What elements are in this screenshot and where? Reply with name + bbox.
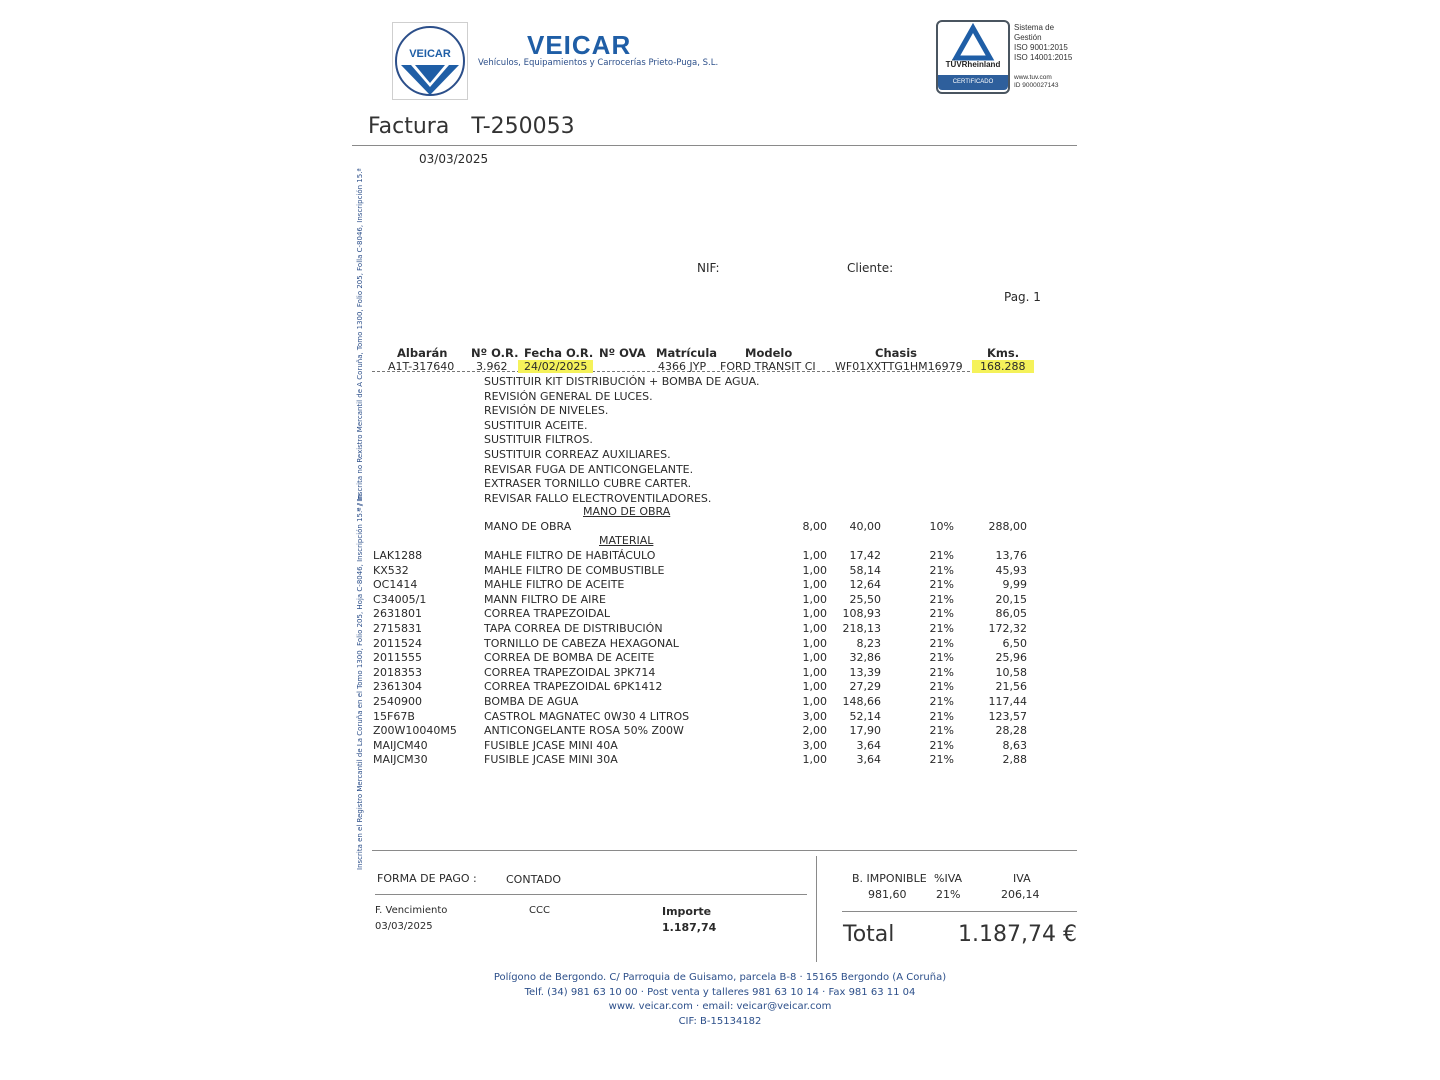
item-price: 17,90 <box>849 724 881 738</box>
invoice-title-label: Factura <box>368 114 450 139</box>
item-description: CORREA TRAPEZOIDAL 6PK1412 <box>484 680 663 694</box>
line-item <box>0 637 1440 652</box>
vat-label: IVA <box>1013 872 1031 885</box>
work-description <box>484 375 759 506</box>
item-description: MANN FILTRO DE AIRE <box>484 592 606 606</box>
col-chassis: Chasis <box>875 346 918 360</box>
item-amount: 172,32 <box>988 622 1027 635</box>
item-amount: 25,96 <box>995 651 1027 665</box>
item-qty: 1,00 <box>802 592 827 606</box>
totals-line <box>842 911 1077 912</box>
line-item <box>0 578 1440 593</box>
tax-base-value: 981,60 <box>868 888 907 901</box>
item-amount: 13,76 <box>995 549 1027 562</box>
cert-line: Sistema de <box>1014 23 1055 32</box>
item-description: MAHLE FILTRO DE HABITÁCULO <box>484 549 656 562</box>
item-qty: 8,00 <box>802 520 827 533</box>
invoice-date: 03/03/2025 <box>419 152 489 166</box>
item-vat: 21% <box>929 665 954 679</box>
item-vat: 21% <box>929 738 954 752</box>
payment-method-value: CONTADO <box>506 873 562 886</box>
item-amount: 123,57 <box>988 709 1027 723</box>
item-amount: 28,28 <box>995 724 1027 738</box>
item-vat: 21% <box>929 607 954 621</box>
item-price: 32,86 <box>849 651 881 665</box>
line-item <box>0 549 1440 564</box>
footer-address: Polígono de Bergondo. C/ Parroquia de Guisamo, parcela B-8 · 15165 Bergondo (A Coruña) <box>493 972 947 983</box>
material-section-title: MATERIAL <box>599 534 654 547</box>
item-vat: 21% <box>929 680 954 694</box>
chassis-value: WF01XXTTG1HM16979 <box>835 360 963 373</box>
work-line: REVISIÓN DE NIVELES. <box>484 404 609 418</box>
item-code: 2715831 <box>373 622 422 635</box>
work-line: REVISAR FALLO ELECTROVENTILADORES. <box>484 491 712 505</box>
item-amount: 86,05 <box>995 607 1027 621</box>
item-amount: 45,93 <box>995 563 1027 577</box>
line-item <box>0 564 1440 579</box>
item-code: 2018353 <box>373 665 422 679</box>
item-price: 3,64 <box>856 738 881 752</box>
item-price: 3,64 <box>856 753 881 767</box>
item-code: 15F67B <box>373 709 415 723</box>
item-description: BOMBA DE AGUA <box>484 695 579 708</box>
cert-website: www.tuv.com <box>1014 74 1052 81</box>
due-date-label: F. Vencimiento <box>375 905 448 916</box>
item-description: CASTROL MAGNATEC 0W30 4 LITROS <box>484 709 690 723</box>
item-code: C34005/1 <box>373 592 427 606</box>
footer-phones: Telf. (34) 981 63 10 00 · Post venta y talleres 981 63 10 14 · Fax 981 63 11 04 <box>524 987 916 998</box>
item-code: Z00W10040M5 <box>373 724 457 738</box>
item-vat: 21% <box>929 622 954 635</box>
item-qty: 1,00 <box>802 578 827 592</box>
item-code: 2540900 <box>373 695 422 708</box>
item-vat: 21% <box>929 753 954 767</box>
total-value: 1.187,74 € <box>958 922 1077 947</box>
work-line: SUSTITUIR FILTROS. <box>484 433 593 447</box>
kms-value: 168.288 <box>972 360 1034 373</box>
item-description: CORREA DE BOMBA DE ACEITE <box>484 651 655 665</box>
item-price: 52,14 <box>849 709 881 723</box>
item-description: MANO DE OBRA <box>484 520 572 533</box>
vat-pct-label: %IVA <box>934 872 963 885</box>
cert-line: ISO 9001:2015 <box>1014 43 1068 52</box>
col-model: Modelo <box>745 346 793 360</box>
item-description: ANTICONGELANTE ROSA 50% Z00W <box>484 724 684 738</box>
col-or-number: Nº O.R. <box>471 346 519 360</box>
item-amount: 21,56 <box>995 680 1027 694</box>
item-code: OC1414 <box>373 578 418 592</box>
item-description: CORREA TRAPEZOIDAL 3PK714 <box>484 665 656 679</box>
nif-label: NIF: <box>697 261 720 275</box>
registry-note-bottom: Inscrita en el Registro Mercantil de La Coruña en el Tomo 1300, Folio 205, Hoja C-8046, Inscripción 15.ª / In <box>356 494 364 870</box>
item-qty: 1,00 <box>802 607 827 621</box>
item-qty: 1,00 <box>802 549 827 562</box>
item-code: 2631801 <box>373 607 422 621</box>
item-qty: 1,00 <box>802 563 827 577</box>
item-vat: 21% <box>929 578 954 592</box>
item-vat: 21% <box>929 709 954 723</box>
invoice-number: T-250053 <box>471 114 575 139</box>
brand-name: VEICAR <box>527 30 632 60</box>
client-label: Cliente: <box>847 261 894 275</box>
item-qty: 1,00 <box>802 695 827 708</box>
item-qty: 2,00 <box>802 724 827 738</box>
totals-divider <box>816 856 817 962</box>
cert-line: Gestión <box>1014 33 1042 42</box>
item-description: TORNILLO DE CABEZA HEXAGONAL <box>484 636 679 650</box>
tax-base-label: B. IMPONIBLE <box>852 872 927 885</box>
item-price: 12,64 <box>849 578 881 592</box>
footer-top-divider <box>372 850 1077 851</box>
item-amount: 2,88 <box>1002 753 1027 767</box>
or-date-value: 24/02/2025 <box>518 360 593 373</box>
col-or-date: Fecha O.R. <box>524 346 594 360</box>
item-description: TAPA CORREA DE DISTRIBUCIÓN <box>484 622 663 635</box>
line-item <box>0 753 1440 768</box>
item-vat: 21% <box>929 695 954 708</box>
item-price: 17,42 <box>849 549 881 562</box>
tuv-name: TÜVRheinland <box>945 60 1001 69</box>
line-item <box>0 520 1440 535</box>
item-price: 148,66 <box>842 695 881 708</box>
certification-web <box>1014 74 1058 90</box>
work-line: SUSTITUIR CORREAZ AUXILIARES. <box>484 447 671 461</box>
item-vat: 10% <box>929 520 954 533</box>
model-value: FORD TRANSIT CI <box>720 360 816 373</box>
vat-value: 206,14 <box>1001 888 1040 901</box>
title-divider <box>352 145 1077 146</box>
item-amount: 10,58 <box>995 665 1027 679</box>
company-full-name: Vehículos, Equipamientos y Carrocerías Prieto-Puga, S.L. <box>478 58 719 68</box>
amount-label: Importe <box>662 905 712 918</box>
company-logo <box>392 22 468 100</box>
line-item <box>0 607 1440 622</box>
item-description: CORREA TRAPEZOIDAL <box>484 607 610 621</box>
item-description: FUSIBLE JCASE MINI 40A <box>484 738 618 752</box>
item-code: MAIJCM40 <box>373 738 428 752</box>
work-line: REVISIÓN GENERAL DE LUCES. <box>484 389 653 403</box>
veicar-logo-icon <box>393 23 467 99</box>
work-line: SUSTITUIR ACEITE. <box>484 418 588 432</box>
item-code: 2011524 <box>373 636 422 650</box>
line-item <box>0 666 1440 681</box>
line-item <box>0 724 1440 739</box>
col-ova: Nº OVA <box>599 346 646 360</box>
item-amount: 288,00 <box>988 520 1027 533</box>
item-price: 25,50 <box>849 592 881 606</box>
item-description: MAHLE FILTRO DE ACEITE <box>484 578 625 592</box>
item-vat: 21% <box>929 563 954 577</box>
ccc-label: CCC <box>529 905 550 916</box>
item-qty: 3,00 <box>802 738 827 752</box>
item-code: LAK1288 <box>373 549 423 562</box>
line-item <box>0 739 1440 754</box>
item-code: KX532 <box>373 563 409 577</box>
item-vat: 21% <box>929 549 954 562</box>
item-amount: 8,63 <box>1002 738 1027 752</box>
item-vat: 21% <box>929 724 954 738</box>
item-price: 108,93 <box>842 607 881 621</box>
item-price: 218,13 <box>842 622 881 635</box>
line-item <box>0 680 1440 695</box>
item-amount: 9,99 <box>1002 578 1027 592</box>
registry-note-top: * / Inscrita no Rexistro Mercantil de A Coruña, Tomo 1300, Folio 205, Folla C-8046, Inscripción 15.ª <box>356 168 364 512</box>
col-kms: Kms. <box>987 346 1020 360</box>
line-item <box>0 695 1440 710</box>
page-number: Pag. 1 <box>1004 290 1041 304</box>
logo-text: VEICAR <box>409 48 451 60</box>
item-price: 40,00 <box>849 520 881 533</box>
cert-id: ID 9000027143 <box>1014 82 1059 89</box>
col-albaran: Albarán <box>397 346 448 360</box>
total-label: Total <box>843 922 895 947</box>
invoice-title <box>368 114 575 139</box>
work-line: EXTRASER TORNILLO CUBRE CARTER. <box>484 477 692 491</box>
payment-method-label: FORMA DE PAGO : <box>377 872 477 885</box>
item-vat: 21% <box>929 636 954 650</box>
item-qty: 3,00 <box>802 709 827 723</box>
item-qty: 1,00 <box>802 651 827 665</box>
footer-cif: CIF: B-15134182 <box>678 1016 762 1027</box>
item-qty: 1,00 <box>802 622 827 635</box>
amount-value: 1.187,74 <box>662 921 717 934</box>
labor-section-title: MANO DE OBRA <box>583 505 671 518</box>
item-qty: 1,00 <box>802 753 827 767</box>
col-plate: Matrícula <box>656 346 718 360</box>
item-code: 2361304 <box>373 680 422 694</box>
line-item <box>0 622 1440 637</box>
item-amount: 6,50 <box>1002 636 1027 650</box>
footer-web-email: www. veicar.com · email: veicar@veicar.com <box>608 1001 832 1012</box>
cert-line: ISO 14001:2015 <box>1014 53 1073 62</box>
item-qty: 1,00 <box>802 636 827 650</box>
line-item <box>0 651 1440 666</box>
item-description: MAHLE FILTRO DE COMBUSTIBLE <box>484 563 665 577</box>
certification-text <box>1014 23 1072 63</box>
line-item <box>0 593 1440 608</box>
item-price: 27,29 <box>849 680 881 694</box>
tuv-certified-label: CERTIFICADO <box>938 75 1008 90</box>
line-item <box>0 710 1440 725</box>
item-code: 2011555 <box>373 651 422 665</box>
or-number-value: 3.962 <box>476 360 508 373</box>
item-qty: 1,00 <box>802 665 827 679</box>
item-price: 8,23 <box>856 636 881 650</box>
item-vat: 21% <box>929 651 954 665</box>
due-date-value: 03/03/2025 <box>375 921 433 932</box>
item-qty: 1,00 <box>802 680 827 694</box>
payment-divider <box>375 894 807 895</box>
work-line: SUSTITUIR KIT DISTRIBUCIÓN + BOMBA DE AGUA. <box>484 375 760 388</box>
plate-value: 4366 JYP <box>658 360 707 373</box>
vat-pct-value: 21% <box>936 888 961 901</box>
tuv-certification-badge <box>936 20 1010 94</box>
item-vat: 21% <box>929 592 954 606</box>
item-price: 13,39 <box>849 665 881 679</box>
albaran-value: A1T-317640 <box>388 360 455 373</box>
item-price: 58,14 <box>849 563 881 577</box>
item-amount: 20,15 <box>995 592 1027 606</box>
work-line: REVISAR FUGA DE ANTICONGELANTE. <box>484 462 694 476</box>
item-code: MAIJCM30 <box>373 753 428 767</box>
item-description: FUSIBLE JCASE MINI 30A <box>484 753 618 767</box>
item-amount: 117,44 <box>988 695 1027 708</box>
